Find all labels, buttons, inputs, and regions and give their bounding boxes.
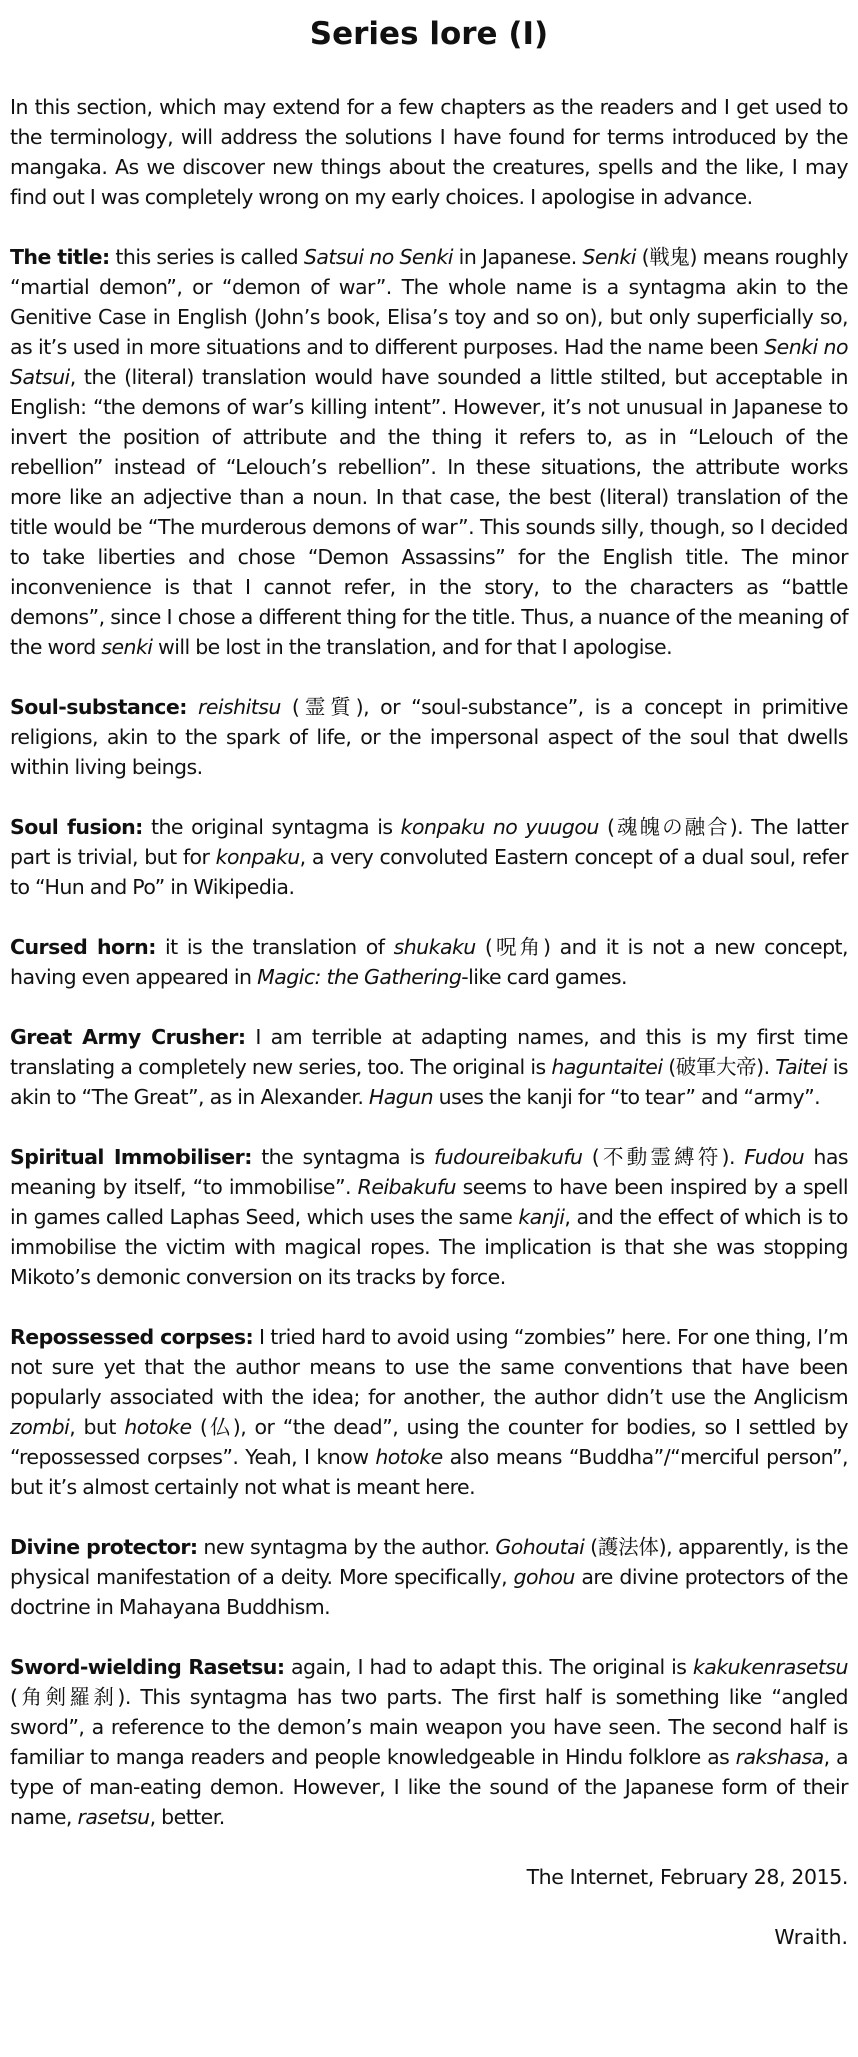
italic-term: Reibakufu	[357, 1175, 456, 1199]
entry-text: , a type of man-eating demon. However, I like the sound of the Japanese form of their name,	[10, 1745, 849, 1829]
entry-text: it is the translation of	[155, 935, 394, 959]
glossary-entry	[10, 1322, 848, 1502]
entry-term: Repossessed corpses:	[10, 1325, 254, 1349]
entry-term: Divine protector:	[10, 1535, 198, 1559]
entry-text: I am terrible at adapting names, and this is my first time translating a completely new series, too. The original is	[10, 1025, 848, 1079]
glossary-entry	[10, 1022, 848, 1112]
entry-text	[187, 695, 198, 719]
page-title: Series lore (I)	[309, 16, 549, 52]
entry-term: The title:	[10, 245, 110, 269]
glossary-entries	[10, 242, 848, 1832]
italic-term: kanji	[518, 1205, 565, 1229]
italic-term: reishitsu	[197, 695, 281, 719]
italic-term: fudoureibakufu	[434, 1145, 583, 1169]
italic-term: senki	[101, 635, 153, 659]
glossary-entry	[10, 242, 848, 662]
intro-paragraph: In this section, which may extend for a few chapters as the readers and I get used to the terminology, will address the solutions I have found for terms introduced by the mangaka. As we discover new things about the creatures, spells and the like, I may find out I was completely wrong on my early choices. I apologise in advance.	[10, 95, 848, 209]
entry-text: will be lost in the translation, and for that I apologise.	[152, 635, 673, 659]
entry-term: Soul-substance:	[10, 695, 187, 719]
italic-term: Fudou	[744, 1145, 805, 1169]
glossary-entry	[10, 692, 848, 782]
italic-term: Senki	[582, 245, 636, 269]
entry-text: (呪角) and it is not a new concept, having even appeared in	[10, 935, 849, 989]
entry-text: (角剣羅刹). This syntagma has two parts. The first half is something like “angled sword”, a reference to the demon’s main weapon you have seen. The second half is familiar to manga readers and people knowledgeable in Hindu folklore as	[10, 1685, 848, 1769]
entry-text: , better.	[149, 1805, 225, 1829]
glossary-entry	[10, 1532, 848, 1622]
italic-term: gohou	[513, 1565, 575, 1589]
entry-text: -like card games.	[461, 965, 627, 989]
entry-text: in Japanese.	[452, 245, 583, 269]
entry-term: Great Army Crusher:	[10, 1025, 246, 1049]
entry-text: , the (literal) translation would have sounded a little stilted, but acceptable in English: “the demons of war’s killing intent”. However, it’s not unusual in Japanese to invert the position of attribute and the thing it refers to, as in “Lelouch of the rebellion” instead of “Lelouch’s rebellion”. In these situations, the attribute works more like an adjective than a noun. In that case, the best (literal) translation of the title would be “The murderous demons of war”. This sounds silly, though, so I decided to take liberties and chose “Demon Assassins” for the English title. The minor inconvenience is that I cannot refer, in the story, to the characters as “battle demons”, since I chose a different thing for the title. Thus, a nuance of the meaning of the word	[10, 365, 848, 659]
entry-term: Spiritual Immobiliser:	[10, 1145, 252, 1169]
entry-text: is akin to “The Great”, as in Alexander.	[10, 1055, 849, 1109]
entry-text: uses the kanji for “to tear” and “army”.	[433, 1085, 821, 1109]
signature: Wraith.	[774, 1925, 848, 1949]
entry-text: (破軍大帝).	[662, 1055, 776, 1079]
entry-text: new syntagma by the author.	[197, 1535, 496, 1559]
entry-text: , and the effect of which is to immobilise the victim with magical ropes. The implication is that she was stopping Mikoto’s demonic conversion on its tracks by force.	[10, 1205, 848, 1289]
italic-term: kakukenrasetsu	[692, 1655, 848, 1679]
italic-term: rasetsu	[77, 1805, 150, 1829]
glossary-entry	[10, 812, 848, 902]
entry-text: also means “Buddha”/“merciful person”, but it’s almost certainly not what is meant here.	[10, 1445, 848, 1499]
glossary-entry	[10, 932, 848, 992]
entry-text: this series is called	[109, 245, 304, 269]
closing-line: The Internet, February 28, 2015.	[526, 1865, 848, 1889]
italic-term: hotoke	[375, 1445, 443, 1469]
entry-text: (霊質), or “soul-substance”, is a concept in primitive religions, akin to the spark of life, or the impersonal aspect of the soul that dwells within living beings.	[10, 695, 848, 779]
entry-text: (不動霊縛符).	[582, 1145, 745, 1169]
entry-text: the syntagma is	[251, 1145, 434, 1169]
entry-text: has meaning by itself, “to immobilise”.	[10, 1145, 848, 1199]
entry-text: again, I had to adapt this. The original is	[284, 1655, 693, 1679]
italic-term: zombi	[10, 1415, 70, 1439]
italic-term: konpaku no yuugou	[400, 815, 599, 839]
glossary-entry	[10, 1142, 848, 1292]
entry-text: the original syntagma is	[142, 815, 401, 839]
italic-term: haguntaitei	[551, 1055, 663, 1079]
italic-term: rakshasa	[735, 1745, 824, 1769]
italic-term: Magic: the Gathering	[257, 965, 462, 989]
italic-term: hotoke	[124, 1415, 192, 1439]
entry-text: are divine protectors of the doctrine in Mahayana Buddhism.	[10, 1565, 848, 1619]
entry-text: (仏), or “the dead”, using the counter for bodies, so I settled by “repossessed corpses”. Yeah, I know	[10, 1415, 848, 1469]
entry-term: Sword-wielding Rasetsu:	[10, 1655, 285, 1679]
entry-text: seems to have been inspired by a spell in games called Laphas Seed, which uses the same	[10, 1175, 848, 1229]
entry-text: I tried hard to avoid using “zombies” here. For one thing, I’m not sure yet that the author means to use the same conventions that have been popularly associated with the idea; for another, the author didn’t use the Anglicism	[10, 1325, 848, 1409]
italic-term: shukaku	[393, 935, 476, 959]
entry-text: , a very convoluted Eastern concept of a dual soul, refer to “Hun and Po” in Wikipedia.	[10, 845, 848, 899]
entry-text: (護法体), apparently, is the physical manifestation of a deity. More specifically,	[10, 1535, 849, 1589]
italic-term: Taitei	[775, 1055, 828, 1079]
italic-term: Gohoutai	[495, 1535, 585, 1559]
entry-text: , but	[69, 1415, 125, 1439]
entry-text: (魂魄の融合). The latter part is trivial, but for	[10, 815, 848, 869]
glossary-entry	[10, 1652, 848, 1832]
entry-term: Cursed horn:	[10, 935, 156, 959]
italic-term: Satsui no Senki	[303, 245, 453, 269]
entry-term: Soul fusion:	[10, 815, 143, 839]
italic-term: Senki no Satsui	[10, 335, 848, 389]
italic-term: konpaku	[215, 845, 300, 869]
italic-term: Hagun	[368, 1085, 434, 1109]
entry-text: (戦鬼) means roughly “martial demon”, or “demon of war”. The whole name is a syntagma akin to the Genitive Case in English (John’s book, Elisa’s toy and so on), but only superficially so, as it’s used in more situations and to different purposes. Had the name been	[10, 245, 848, 359]
